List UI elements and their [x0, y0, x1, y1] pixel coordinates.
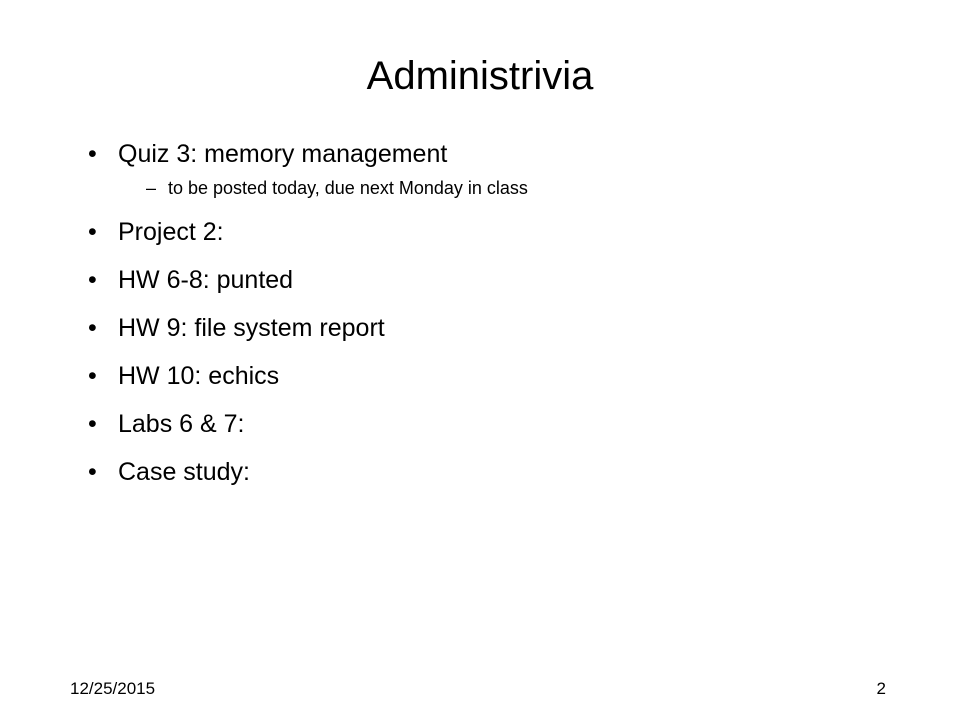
bullet-text: Project 2:: [118, 218, 224, 246]
bullet-icon: •: [88, 140, 97, 168]
bullet-text: HW 9: file system report: [118, 314, 385, 342]
bullet-icon: •: [88, 410, 97, 438]
bullet-item: [88, 408, 908, 440]
bullet-item: [88, 312, 908, 344]
page-number: 2: [876, 679, 886, 698]
bullet-text: HW 10: echics: [118, 362, 280, 390]
bullet-item: [88, 360, 908, 392]
bullet-icon: •: [88, 218, 97, 246]
dash-icon: –: [146, 178, 157, 198]
bullet-item: [88, 264, 908, 296]
bullet-icon: •: [88, 266, 97, 294]
bullet-icon: •: [88, 458, 97, 486]
sub-bullet-item: [118, 176, 908, 200]
slide-title: Administrivia: [366, 54, 594, 98]
bullet-text: Case study:: [118, 458, 251, 486]
sub-bullet-list: [118, 176, 908, 200]
bullet-item: [88, 216, 908, 248]
bullet-item: [88, 456, 908, 488]
bullet-text: HW 6-8: punted: [118, 266, 294, 294]
bullet-text: Labs 6 & 7:: [118, 410, 245, 438]
footer-date: 12/25/2015: [70, 679, 156, 698]
bullet-text: Quiz 3: memory management: [118, 140, 448, 168]
bullet-item: [88, 138, 908, 200]
bullet-list: [88, 138, 908, 504]
sub-bullet-text: to be posted today, due next Monday in class: [168, 178, 528, 198]
bullet-icon: •: [88, 362, 97, 390]
bullet-icon: •: [88, 314, 97, 342]
